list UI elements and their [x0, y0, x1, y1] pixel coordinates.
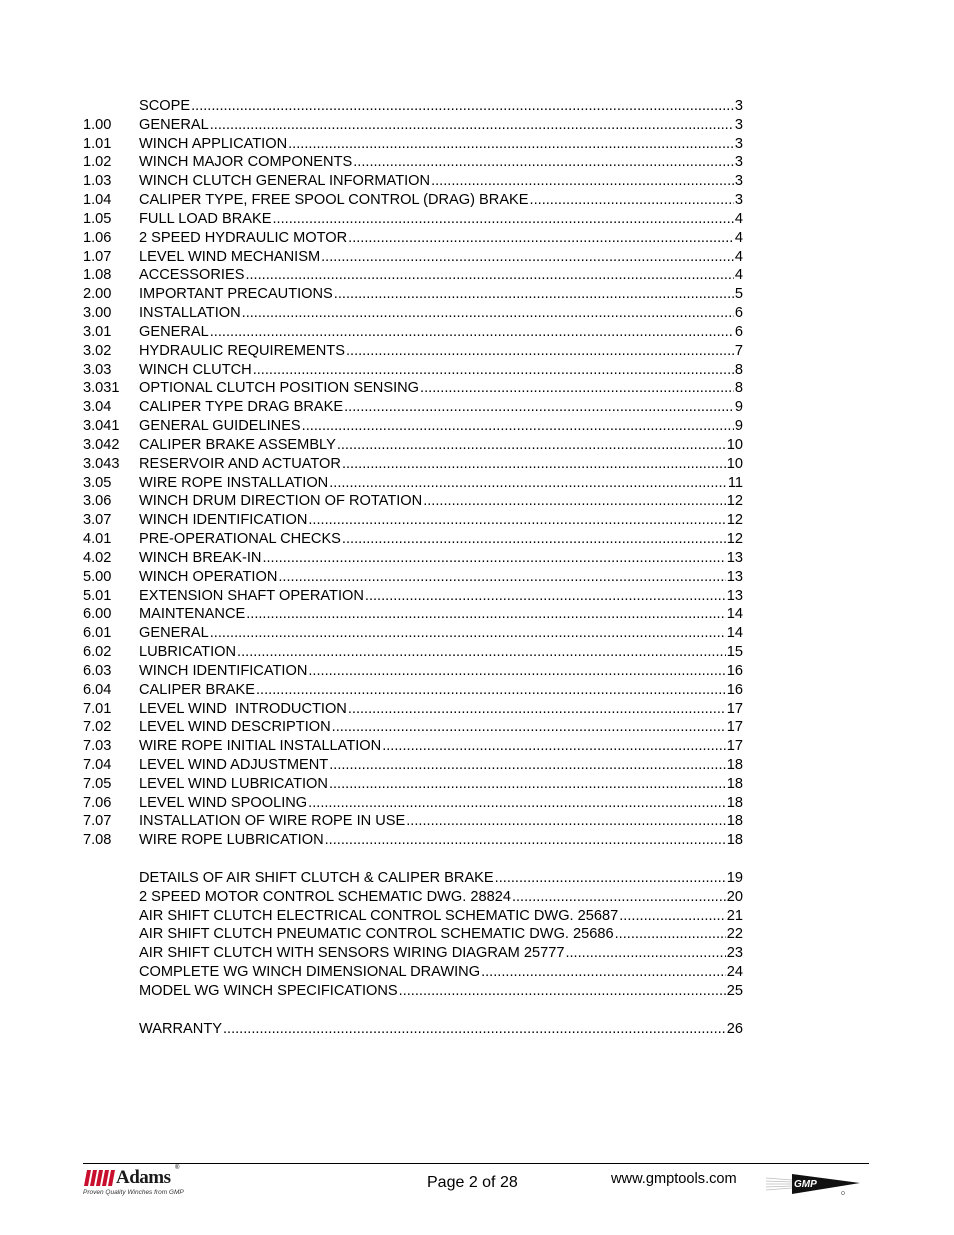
toc-entry-number: 4.01: [83, 531, 112, 548]
toc-entry-page: 9: [734, 399, 743, 416]
toc-entry-title: EXTENSION SHAFT OPERATION: [139, 587, 364, 604]
toc-entry: [83, 681, 743, 700]
toc-dot-leader: [342, 455, 726, 474]
toc-entry-page: 18: [726, 794, 743, 811]
toc-entry-title: INSTALLATION OF WIRE ROPE IN USE: [139, 813, 406, 830]
toc-entry: [83, 172, 743, 191]
toc-dot-leader: [382, 737, 726, 756]
toc-dot-leader: [365, 587, 726, 606]
toc-entry-number: 3.07: [83, 512, 112, 529]
toc-entry-number: 7.04: [83, 756, 112, 773]
toc-dot-leader: [332, 718, 726, 737]
toc-entry-number: 5.00: [83, 568, 112, 585]
toc-entry-title: AIR SHIFT CLUTCH PNEUMATIC CONTROL SCHEMATIC DWG. 25686: [139, 926, 614, 943]
toc-entry: [83, 210, 743, 229]
toc-entry: [83, 342, 743, 361]
toc-entry-title: LEVEL WIND LUBRICATION: [139, 775, 328, 792]
toc-entry-title: INSTALLATION: [139, 305, 241, 322]
toc-entry-page: 13: [726, 587, 743, 604]
toc-dot-leader: [406, 812, 726, 831]
toc-entry: [83, 97, 743, 116]
toc-entry-title: WINCH CLUTCH GENERAL INFORMATION: [139, 173, 431, 190]
toc-dot-leader: [288, 135, 734, 154]
toc-entry-page: 23: [726, 945, 743, 962]
toc-entry-title: OPTIONAL CLUTCH POSITION SENSING: [139, 380, 420, 397]
toc-dot-leader: [481, 963, 726, 982]
toc-dot-leader: [565, 944, 725, 963]
toc-entry-number: 1.07: [83, 248, 112, 265]
toc-entry: [83, 379, 743, 398]
toc-dot-leader: [302, 417, 734, 436]
toc-entry-page: 11: [727, 474, 743, 491]
toc-entry: [83, 492, 743, 511]
toc-entry: [83, 700, 743, 719]
toc-entry: [83, 191, 743, 210]
toc-dot-leader: [348, 700, 726, 719]
toc-main-section: [83, 97, 743, 850]
toc-entry: [83, 266, 743, 285]
toc-entry-number: 7.07: [83, 813, 112, 830]
toc-entry-title: LEVEL WIND DESCRIPTION: [139, 719, 331, 736]
adams-logo-registered: ®: [175, 1165, 180, 1171]
toc-entry: [83, 794, 743, 813]
toc-entry-title: LEVEL WIND SPOOLING: [139, 794, 308, 811]
toc-dot-leader: [346, 342, 734, 361]
toc-entry: [83, 549, 743, 568]
toc-entry-number: 6.01: [83, 625, 112, 642]
toc-entry: [83, 831, 743, 850]
toc-entry-page: 17: [726, 738, 743, 755]
adams-logo: [83, 1167, 183, 1207]
toc-entry: [83, 963, 743, 982]
toc-entry: [83, 812, 743, 831]
gmp-logo-text: GMP: [794, 1179, 817, 1190]
toc-entry: [83, 756, 743, 775]
toc-entry: [83, 888, 743, 907]
website-url: www.gmptools.com: [611, 1171, 737, 1187]
toc-entry-page: 8: [734, 361, 743, 378]
toc-dot-leader: [210, 116, 734, 135]
toc-entry-page: 12: [726, 512, 743, 529]
toc-entry-number: 5.01: [83, 587, 112, 604]
toc-entry: [83, 587, 743, 606]
toc-entry-title: LEVEL WIND INTRODUCTION: [139, 700, 347, 717]
toc-dot-leader: [321, 248, 734, 267]
toc-entry-number: 1.00: [83, 116, 112, 133]
toc-entry-page: 5: [734, 286, 743, 303]
toc-entry: [83, 285, 743, 304]
toc-entry-title: LUBRICATION: [139, 644, 237, 661]
toc-entry-number: 4.02: [83, 549, 112, 566]
adams-logo-wordmark: Adams: [116, 1167, 171, 1188]
toc-entry-number: 3.043: [83, 455, 120, 472]
toc-entry-number: 6.02: [83, 644, 112, 661]
toc-entry-title: CALIPER BRAKE ASSEMBLY: [139, 436, 336, 453]
toc-entry-number: 2.00: [83, 286, 112, 303]
toc-dot-leader: [512, 888, 726, 907]
toc-entry-title: CALIPER TYPE DRAG BRAKE: [139, 399, 344, 416]
toc-dot-leader: [334, 285, 734, 304]
toc-entry-page: 14: [726, 606, 743, 623]
toc-dot-leader: [342, 530, 726, 549]
toc-entry-number: 3.04: [83, 399, 112, 416]
toc-entry-number: 7.01: [83, 700, 112, 717]
toc-entry-page: 18: [726, 813, 743, 830]
toc-entry-number: 1.04: [83, 192, 112, 209]
toc-entry-page: 16: [726, 662, 743, 679]
toc-entry-page: 3: [734, 173, 743, 190]
toc-entry-number: 1.01: [83, 135, 112, 152]
toc-entry-page: 10: [726, 436, 743, 453]
toc-entry: [83, 229, 743, 248]
toc-dot-leader: [245, 266, 733, 285]
toc-entry-page: 14: [726, 625, 743, 642]
toc-entry: [83, 605, 743, 624]
toc-entry-title: DETAILS OF AIR SHIFT CLUTCH & CALIPER BRAKE: [139, 869, 494, 886]
toc-entry-page: 17: [726, 719, 743, 736]
toc-entry-page: 19: [726, 869, 743, 886]
toc-entry: [83, 248, 743, 267]
toc-entry-page: 3: [734, 135, 743, 152]
toc-entry: [83, 737, 743, 756]
toc-entry-number: 1.08: [83, 267, 112, 284]
toc-entry-page: 16: [726, 681, 743, 698]
toc-dot-leader: [344, 398, 734, 417]
toc-entry-number: 7.05: [83, 775, 112, 792]
toc-dot-leader: [329, 756, 726, 775]
toc-entry: [83, 907, 743, 926]
toc-entry-page: 15: [726, 644, 743, 661]
toc-entry-title: LEVEL WIND ADJUSTMENT: [139, 756, 329, 773]
toc-entry: [83, 718, 743, 737]
toc-entry-number: 1.02: [83, 154, 112, 171]
toc-entry-title: WINCH IDENTIFICATION: [139, 512, 308, 529]
toc-entry-title: GENERAL: [139, 625, 209, 642]
toc-dot-leader: [246, 605, 726, 624]
toc-entry-page: 21: [726, 907, 743, 924]
toc-spacer: [83, 1001, 743, 1020]
toc-dot-leader: [353, 153, 734, 172]
toc-dot-leader: [399, 982, 726, 1001]
toc-entry: [83, 436, 743, 455]
toc-entry-title: 2 SPEED HYDRAULIC MOTOR: [139, 229, 348, 246]
toc-entry: [83, 944, 743, 963]
toc-dot-leader: [223, 1020, 726, 1039]
toc-spacer: [83, 850, 743, 869]
toc-dot-leader: [423, 492, 726, 511]
toc-dot-leader: [619, 907, 726, 926]
toc-dot-leader: [253, 361, 734, 380]
toc-dot-leader: [308, 794, 726, 813]
adams-logo-tagline: Proven Quality Winches from GMP: [83, 1189, 184, 1196]
toc-dot-leader: [431, 172, 734, 191]
toc-entry-number: 7.02: [83, 719, 112, 736]
toc-entry-page: 3: [734, 98, 743, 114]
toc-entry: [83, 530, 743, 549]
toc-entry-number: 3.01: [83, 323, 112, 340]
toc-entry-title: 2 SPEED MOTOR CONTROL SCHEMATIC DWG. 28824: [139, 888, 511, 905]
toc-entry-page: 8: [734, 380, 743, 397]
toc-dot-leader: [278, 568, 725, 587]
toc-entry-page: 24: [726, 964, 743, 981]
toc-entry-title: GENERAL: [139, 116, 209, 133]
footer-divider: [83, 1163, 869, 1164]
toc-entry-number: 6.04: [83, 681, 112, 698]
toc-entry-title: CALIPER TYPE, FREE SPOOL CONTROL (DRAG) BRAKE: [139, 192, 529, 209]
toc-entry-number: 1.03: [83, 173, 112, 190]
toc-entry: [83, 417, 743, 436]
toc-entry-title: GENERAL: [139, 323, 209, 340]
toc-entry-title: FULL LOAD BRAKE: [139, 210, 272, 227]
page-number: Page 2 of 28: [427, 1174, 518, 1191]
toc-entry-number: 6.03: [83, 662, 112, 679]
toc-entry: [83, 323, 743, 342]
toc-entry-page: 3: [734, 116, 743, 133]
toc-entry-title: MODEL WG WINCH SPECIFICATIONS: [139, 982, 398, 999]
toc-entry-number: 7.03: [83, 738, 112, 755]
toc-entry: [83, 1020, 743, 1039]
toc-entry-title: AIR SHIFT CLUTCH ELECTRICAL CONTROL SCHEMATIC DWG. 25687: [139, 907, 619, 924]
toc-entry: [83, 304, 743, 323]
toc-entry-page: 4: [734, 210, 743, 227]
toc-dot-leader: [329, 474, 727, 493]
toc-entry-number: 3.042: [83, 436, 120, 453]
toc-dot-leader: [272, 210, 733, 229]
toc-entry-title: LEVEL WIND MECHANISM: [139, 248, 321, 265]
toc-entry-title: IMPORTANT PRECAUTIONS: [139, 286, 333, 303]
toc-dot-leader: [242, 304, 734, 323]
toc-entry-page: 25: [726, 982, 743, 999]
toc-entry-page: 22: [726, 926, 743, 943]
toc-dot-leader: [348, 229, 734, 248]
toc-entry-number: 3.02: [83, 342, 112, 359]
toc-entry-title: MAINTENANCE: [139, 606, 246, 623]
toc-entry-title: WIRE ROPE INITIAL INSTALLATION: [139, 738, 382, 755]
toc-entry-number: 3.031: [83, 380, 120, 397]
toc-dot-leader: [256, 681, 726, 700]
toc-entry: [83, 925, 743, 944]
toc-entry-title: WIRE ROPE LUBRICATION: [139, 832, 324, 849]
toc-entry: [83, 135, 743, 154]
toc-dot-leader: [210, 624, 726, 643]
toc-entry-page: 6: [734, 323, 743, 340]
toc-entry-title: PRE-OPERATIONAL CHECKS: [139, 531, 341, 548]
toc-entry-title: RESERVOIR AND ACTUATOR: [139, 455, 341, 472]
toc-entry: [83, 775, 743, 794]
adams-stripes-icon: [83, 1169, 117, 1187]
toc-entry-number: 1.06: [83, 229, 112, 246]
toc-entry-title: WINCH DRUM DIRECTION OF ROTATION: [139, 493, 423, 510]
toc-entry-page: 12: [726, 493, 743, 510]
toc-dot-leader: [325, 831, 726, 850]
toc-entry-number: 3.06: [83, 493, 112, 510]
toc-dot-leader: [329, 775, 726, 794]
toc-dot-leader: [210, 323, 734, 342]
toc-entry-title: HYDRAULIC REQUIREMENTS: [139, 342, 345, 359]
toc-entry-number: 6.00: [83, 606, 112, 623]
toc-entry-title: WINCH BREAK-IN: [139, 549, 262, 566]
toc-entry: [83, 982, 743, 1001]
toc-dot-leader: [262, 549, 725, 568]
toc-entry-title: WIRE ROPE INSTALLATION: [139, 474, 329, 491]
toc-entry-title: WINCH OPERATION: [139, 568, 278, 585]
toc-dot-leader: [308, 511, 725, 530]
toc-entry: [83, 474, 743, 493]
toc-entry-page: 13: [726, 568, 743, 585]
toc-appendix-section: [83, 869, 743, 1001]
toc-entry: [83, 511, 743, 530]
gmp-logo: [764, 1168, 864, 1198]
toc-entry-page: 7: [734, 342, 743, 359]
toc-entry-title: ACCESSORIES: [139, 267, 245, 284]
toc-entry-title: WINCH IDENTIFICATION: [139, 662, 308, 679]
toc-entry-title: COMPLETE WG WINCH DIMENSIONAL DRAWING: [139, 964, 481, 981]
toc-entry: [83, 869, 743, 888]
toc-entry-page: 13: [726, 549, 743, 566]
toc-entry-page: 18: [726, 832, 743, 849]
toc-entry-number: 7.08: [83, 832, 112, 849]
toc-entry-number: 3.05: [83, 474, 112, 491]
toc-entry-page: 3: [734, 192, 743, 209]
toc-dot-leader: [420, 379, 734, 398]
toc-entry-page: 18: [726, 756, 743, 773]
toc-entry-page: 4: [734, 248, 743, 265]
toc-entry: [83, 116, 743, 135]
toc-entry-page: 18: [726, 775, 743, 792]
toc-dot-leader: [237, 643, 726, 662]
toc-entry-number: 3.00: [83, 305, 112, 322]
toc-entry-number: 3.03: [83, 361, 112, 378]
toc-dot-leader: [530, 191, 734, 210]
toc-dot-leader: [191, 97, 734, 116]
table-of-contents: [83, 97, 743, 1038]
toc-dot-leader: [615, 925, 726, 944]
toc-entry-title: AIR SHIFT CLUTCH WITH SENSORS WIRING DIAGRAM 25777: [139, 945, 565, 962]
toc-entry-title: CALIPER BRAKE: [139, 681, 255, 698]
toc-entry-title: WARRANTY: [139, 1020, 222, 1037]
toc-dot-leader: [308, 662, 725, 681]
toc-entry: [83, 662, 743, 681]
toc-entry-page: 4: [734, 267, 743, 284]
toc-entry: [83, 624, 743, 643]
toc-entry-title: GENERAL GUIDELINES: [139, 418, 301, 435]
toc-entry: [83, 643, 743, 662]
toc-entry-page: 9: [734, 418, 743, 435]
toc-entry: [83, 568, 743, 587]
toc-entry-page: 10: [726, 455, 743, 472]
toc-entry-page: 12: [726, 531, 743, 548]
toc-entry: [83, 455, 743, 474]
toc-entry-page: 26: [726, 1020, 743, 1037]
toc-dot-leader: [495, 869, 726, 888]
toc-entry: [83, 153, 743, 172]
toc-entry-page: 3: [734, 154, 743, 171]
toc-entry-title: WINCH CLUTCH: [139, 361, 252, 378]
toc-warranty-section: [83, 1020, 743, 1039]
toc-entry: [83, 361, 743, 380]
toc-entry-page: 4: [734, 229, 743, 246]
toc-entry: [83, 398, 743, 417]
toc-entry-number: 7.06: [83, 794, 112, 811]
toc-entry-page: 6: [734, 305, 743, 322]
toc-dot-leader: [337, 436, 726, 455]
toc-entry-page: 20: [726, 888, 743, 905]
toc-entry-title: WINCH APPLICATION: [139, 135, 288, 152]
toc-entry-number: 1.05: [83, 210, 112, 227]
toc-entry-title: WINCH MAJOR COMPONENTS: [139, 154, 353, 171]
toc-entry-title: SCOPE: [139, 98, 191, 114]
toc-entry-page: 17: [726, 700, 743, 717]
toc-entry-number: 3.041: [83, 418, 120, 435]
